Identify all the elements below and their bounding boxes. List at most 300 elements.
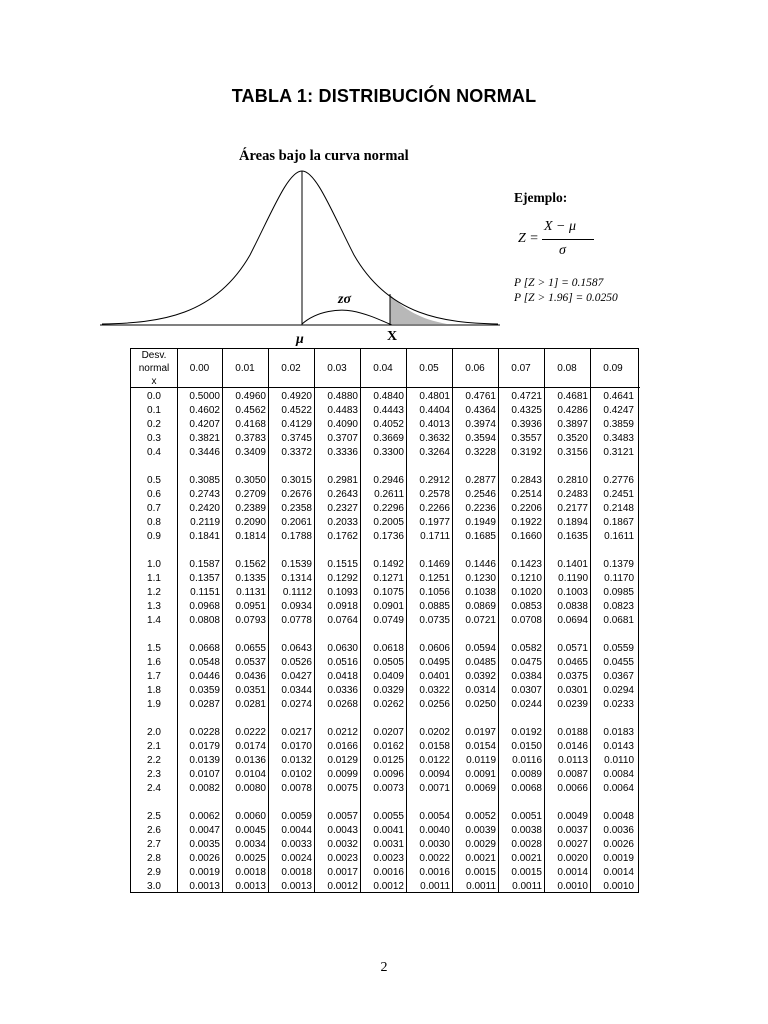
probability-cell: 0.0018 xyxy=(235,867,266,878)
probability-cell: 0.0027 xyxy=(557,839,588,850)
probability-cell: 0.0162 xyxy=(373,741,404,752)
fraction-bar xyxy=(542,239,594,240)
probability-cell: 0.1401 xyxy=(557,559,588,570)
probability-cell: 0.3897 xyxy=(557,419,588,430)
probability-cell: 0.1075 xyxy=(373,587,404,598)
probability-cell: 0.4801 xyxy=(419,391,450,402)
probability-cell: 0.2578 xyxy=(419,489,450,500)
probability-cell: 0.0351 xyxy=(235,685,266,696)
probability-cell: 0.0274 xyxy=(281,699,312,710)
probability-cell: 0.0322 xyxy=(419,685,450,696)
probability-cell: 0.0017 xyxy=(327,867,358,878)
z-value: 2.8 xyxy=(147,853,161,864)
probability-cell: 0.1271 xyxy=(373,573,404,584)
z-value: 0.2 xyxy=(147,419,161,430)
page-title: TABLA 1: DISTRIBUCIÓN NORMAL xyxy=(231,86,537,106)
probability-cell: 0.4960 xyxy=(235,391,266,402)
probability-cell: 0.0029 xyxy=(465,839,496,850)
probability-cell: 0.2946 xyxy=(373,475,404,486)
probability-cell: 0.3707 xyxy=(327,433,358,444)
probability-cell: 0.0011 xyxy=(466,881,496,892)
probability-cell: 0.0778 xyxy=(281,615,312,626)
probability-cell: 0.0166 xyxy=(327,741,358,752)
probability-cell: 0.0314 xyxy=(465,685,496,696)
probability-cell: 0.3483 xyxy=(603,433,634,444)
probability-cell: 0.0143 xyxy=(603,741,634,752)
probability-cell: 0.3264 xyxy=(419,447,450,458)
probability-cell: 0.0228 xyxy=(189,727,220,738)
probability-cell: 0.0048 xyxy=(603,811,634,822)
z-value: 2.4 xyxy=(147,783,161,794)
probability-cell: 0.4404 xyxy=(419,405,450,416)
probability-cell: 0.4641 xyxy=(603,391,634,402)
probability-cell: 0.0174 xyxy=(235,741,266,752)
probability-cell: 0.0012 xyxy=(373,881,404,892)
probability-cell: 0.0096 xyxy=(373,769,404,780)
probability-cell: 0.0059 xyxy=(281,811,312,822)
probability-cell: 0.1867 xyxy=(603,517,634,528)
probability-cell: 0.0091 xyxy=(465,769,496,780)
formula-numerator: X − μ xyxy=(544,219,577,234)
probability-cell: 0.5000 xyxy=(189,391,220,402)
probability-cell: 0.3121 xyxy=(603,447,634,458)
probability-cell: 0.1736 xyxy=(373,531,404,542)
column-header: 0.00 xyxy=(189,363,210,374)
formula-denominator: σ xyxy=(559,243,566,258)
probability-cell: 0.0582 xyxy=(511,643,542,654)
probability-cell: 0.0436 xyxy=(235,671,266,682)
probability-cell: 0.0102 xyxy=(281,769,312,780)
z-formula xyxy=(514,219,594,262)
example-line: P [Z > 1.96] = 0.0250 xyxy=(514,291,618,304)
probability-cell: 0.0055 xyxy=(373,811,404,822)
probability-cell: 0.0015 xyxy=(511,867,542,878)
probability-cell: 0.0015 xyxy=(465,867,496,878)
z-value: 1.7 xyxy=(147,671,161,682)
probability-cell: 0.2912 xyxy=(419,475,450,486)
probability-cell: 0.0011 xyxy=(420,881,450,892)
probability-cell: 0.1170 xyxy=(604,573,634,584)
probability-cell: 0.1635 xyxy=(557,531,588,542)
probability-cell: 0.0455 xyxy=(603,657,634,668)
example-probabilities xyxy=(514,276,618,305)
z-value: 1.3 xyxy=(147,601,161,612)
column-header: 0.09 xyxy=(603,363,623,374)
probability-cell: 0.0078 xyxy=(281,783,312,794)
probability-cell: 0.0885 xyxy=(419,601,450,612)
probability-cell: 0.1685 xyxy=(465,531,496,542)
probability-cell: 0.0051 xyxy=(511,811,542,822)
probability-cell: 0.0028 xyxy=(511,839,542,850)
probability-cell: 0.0179 xyxy=(189,741,220,752)
probability-cell: 0.0446 xyxy=(189,671,220,682)
probability-cell: 0.0066 xyxy=(557,783,588,794)
probability-cell: 0.2546 xyxy=(465,489,496,500)
probability-cell: 0.0020 xyxy=(557,853,588,864)
probability-cell: 0.0268 xyxy=(327,699,358,710)
probability-cell: 0.0548 xyxy=(189,657,220,668)
probability-cell: 0.1762 xyxy=(327,531,358,542)
probability-cell: 0.0021 xyxy=(511,853,542,864)
probability-cell: 0.4364 xyxy=(465,405,496,416)
probability-cell: 0.1922 xyxy=(511,517,542,528)
probability-cell: 0.2296 xyxy=(373,503,404,514)
probability-cell: 0.0212 xyxy=(327,727,358,738)
probability-cell: 0.2483 xyxy=(557,489,588,500)
probability-cell: 0.1131 xyxy=(236,587,266,598)
probability-cell: 0.0110 xyxy=(604,755,634,766)
probability-cell: 0.0359 xyxy=(189,685,220,696)
probability-cell: 0.0016 xyxy=(419,867,450,878)
z-value: 0.1 xyxy=(147,405,161,416)
z-value: 1.0 xyxy=(147,559,161,570)
probability-cell: 0.0099 xyxy=(327,769,358,780)
probability-cell: 0.1093 xyxy=(327,587,358,598)
probability-cell: 0.0618 xyxy=(373,643,404,654)
probability-cell: 0.0060 xyxy=(235,811,266,822)
probability-cell: 0.0202 xyxy=(419,727,450,738)
probability-cell: 0.0154 xyxy=(465,741,496,752)
probability-cell: 0.0764 xyxy=(327,615,358,626)
probability-cell: 0.4681 xyxy=(557,391,588,402)
column-header: 0.02 xyxy=(281,363,301,374)
probability-cell: 0.0094 xyxy=(419,769,450,780)
probability-cell: 0.3015 xyxy=(281,475,312,486)
z-value: 1.9 xyxy=(147,699,161,710)
probability-cell: 0.2981 xyxy=(327,475,358,486)
normal-curve-figure xyxy=(100,160,500,350)
probability-cell: 0.1038 xyxy=(465,587,496,598)
probability-cell: 0.2005 xyxy=(373,517,404,528)
z-value: 2.3 xyxy=(147,769,161,780)
probability-cell: 0.0465 xyxy=(557,657,588,668)
probability-cell: 0.0793 xyxy=(235,615,266,626)
probability-cell: 0.2327 xyxy=(327,503,358,514)
probability-cell: 0.0129 xyxy=(327,755,358,766)
probability-cell: 0.0054 xyxy=(419,811,450,822)
probability-cell: 0.2643 xyxy=(327,489,358,500)
probability-cell: 0.0934 xyxy=(281,601,312,612)
probability-cell: 0.0244 xyxy=(511,699,542,710)
probability-cell: 0.2877 xyxy=(465,475,496,486)
probability-cell: 0.0287 xyxy=(189,699,220,710)
header-desv-line: Desv. xyxy=(141,350,167,361)
probability-cell: 0.4562 xyxy=(235,405,266,416)
z-value: 3.0 xyxy=(147,881,161,892)
probability-cell: 0.0023 xyxy=(327,853,358,864)
probability-cell: 0.0559 xyxy=(603,643,634,654)
probability-cell: 0.4090 xyxy=(327,419,358,430)
probability-cell: 0.0014 xyxy=(557,867,588,878)
probability-cell: 0.4920 xyxy=(281,391,312,402)
probability-cell: 0.0571 xyxy=(557,643,588,654)
probability-cell: 0.2743 xyxy=(189,489,220,500)
probability-cell: 0.1788 xyxy=(281,531,312,542)
probability-cell: 0.1977 xyxy=(419,517,450,528)
probability-cell: 0.0016 xyxy=(373,867,404,878)
z-value: 0.8 xyxy=(147,517,161,528)
header-desv-line: x xyxy=(151,376,157,387)
probability-cell: 0.0485 xyxy=(465,657,496,668)
probability-cell: 0.1423 xyxy=(511,559,542,570)
probability-cell: 0.1210 xyxy=(511,573,542,584)
probability-cell: 0.4286 xyxy=(557,405,588,416)
bell-curve xyxy=(102,171,498,324)
probability-cell: 0.2358 xyxy=(281,503,312,514)
probability-cell: 0.2451 xyxy=(603,489,634,500)
probability-cell: 0.1190 xyxy=(558,573,588,584)
z-value: 2.9 xyxy=(147,867,161,878)
probability-cell: 0.0838 xyxy=(557,601,588,612)
probability-cell: 0.0075 xyxy=(327,783,358,794)
probability-cell: 0.0013 xyxy=(281,881,312,892)
probability-cell: 0.1814 xyxy=(235,531,266,542)
probability-cell: 0.0049 xyxy=(557,811,588,822)
column-header: 0.05 xyxy=(419,363,439,374)
probability-cell: 0.2266 xyxy=(419,503,450,514)
probability-cell: 0.1587 xyxy=(189,559,220,570)
probability-cell: 0.0047 xyxy=(189,825,220,836)
probability-cell: 0.1151 xyxy=(190,587,220,598)
probability-cell: 0.0985 xyxy=(603,587,634,598)
z-value: 2.2 xyxy=(147,755,161,766)
figure-caption: Áreas bajo la curva normal xyxy=(239,148,409,164)
probability-cell: 0.0427 xyxy=(281,671,312,682)
probability-cell: 0.2206 xyxy=(511,503,542,514)
probability-cell: 0.2676 xyxy=(281,489,312,500)
probability-cell: 0.0032 xyxy=(327,839,358,850)
probability-cell: 0.0526 xyxy=(281,657,312,668)
z-value: 0.5 xyxy=(147,475,161,486)
probability-cell: 0.0041 xyxy=(373,825,404,836)
probability-cell: 0.2061 xyxy=(281,517,312,528)
probability-cell: 0.0918 xyxy=(327,601,358,612)
probability-cell: 0.3446 xyxy=(189,447,220,458)
probability-cell: 0.0073 xyxy=(373,783,404,794)
probability-cell: 0.4443 xyxy=(373,405,404,416)
z-value: 0.6 xyxy=(147,489,161,500)
probability-cell: 0.1539 xyxy=(281,559,312,570)
probability-cell: 0.0116 xyxy=(512,755,542,766)
probability-cell: 0.0068 xyxy=(511,783,542,794)
probability-cell: 0.4880 xyxy=(327,391,358,402)
z-value: 1.2 xyxy=(147,587,161,598)
probability-cell: 0.0034 xyxy=(235,839,266,850)
probability-cell: 0.0188 xyxy=(557,727,588,738)
probability-cell: 0.0044 xyxy=(281,825,312,836)
probability-cell: 0.0069 xyxy=(465,783,496,794)
probability-cell: 0.1335 xyxy=(235,573,266,584)
probability-cell: 0.0294 xyxy=(603,685,634,696)
probability-cell: 0.0537 xyxy=(235,657,266,668)
probability-cell: 0.0367 xyxy=(603,671,634,682)
probability-cell: 0.3156 xyxy=(557,447,588,458)
probability-cell: 0.0256 xyxy=(419,699,450,710)
probability-cell: 0.0233 xyxy=(603,699,634,710)
probability-cell: 0.3974 xyxy=(465,419,496,430)
probability-cell: 0.0281 xyxy=(235,699,266,710)
probability-cell: 0.0207 xyxy=(373,727,404,738)
probability-cell: 0.0052 xyxy=(465,811,496,822)
probability-cell: 0.3192 xyxy=(511,447,542,458)
probability-cell: 0.0409 xyxy=(373,671,404,682)
probability-cell: 0.0043 xyxy=(327,825,358,836)
probability-cell: 0.0516 xyxy=(327,657,358,668)
z-table xyxy=(130,348,639,893)
probability-cell: 0.0418 xyxy=(327,671,358,682)
probability-cell: 0.3050 xyxy=(235,475,266,486)
z-value: 1.6 xyxy=(147,657,161,668)
probability-cell: 0.0025 xyxy=(235,853,266,864)
probability-cell: 0.1949 xyxy=(465,517,496,528)
probability-cell: 0.4522 xyxy=(281,405,312,416)
probability-cell: 0.3669 xyxy=(373,433,404,444)
probability-cell: 0.2090 xyxy=(235,517,266,528)
probability-cell: 0.0344 xyxy=(281,685,312,696)
probability-cell: 0.3372 xyxy=(281,447,312,458)
probability-cell: 0.3409 xyxy=(235,447,266,458)
probability-cell: 0.3745 xyxy=(281,433,312,444)
probability-cell: 0.1611 xyxy=(604,531,634,542)
probability-cell: 0.4721 xyxy=(511,391,542,402)
probability-cell: 0.2148 xyxy=(603,503,634,514)
probability-cell: 0.0119 xyxy=(466,755,496,766)
probability-cell: 0.0384 xyxy=(511,671,542,682)
probability-cell: 0.0668 xyxy=(189,643,220,654)
probability-cell: 0.1056 xyxy=(419,587,450,598)
column-header: 0.08 xyxy=(557,363,577,374)
probability-cell: 0.1841 xyxy=(189,531,220,542)
probability-cell: 0.1660 xyxy=(511,531,542,542)
probability-cell: 0.3520 xyxy=(557,433,588,444)
z-value: 2.7 xyxy=(147,839,161,850)
probability-cell: 0.0080 xyxy=(235,783,266,794)
z-value: 2.1 xyxy=(147,741,161,752)
probability-cell: 0.1562 xyxy=(235,559,266,570)
probability-cell: 0.2420 xyxy=(189,503,220,514)
probability-cell: 0.0019 xyxy=(603,853,634,864)
probability-cell: 0.0089 xyxy=(511,769,542,780)
probability-cell: 0.0853 xyxy=(511,601,542,612)
probability-cell: 0.0013 xyxy=(189,881,220,892)
z-value: 0.3 xyxy=(147,433,161,444)
probability-cell: 0.0104 xyxy=(235,769,266,780)
z-value: 0.9 xyxy=(147,531,161,542)
probability-cell: 0.0708 xyxy=(511,615,542,626)
z-value: 1.8 xyxy=(147,685,161,696)
probability-cell: 0.1446 xyxy=(465,559,496,570)
probability-cell: 0.0071 xyxy=(419,783,450,794)
probability-cell: 0.0170 xyxy=(281,741,312,752)
probability-cell: 0.0329 xyxy=(373,685,404,696)
probability-cell: 0.0869 xyxy=(465,601,496,612)
probability-cell: 0.0035 xyxy=(189,839,220,850)
probability-cell: 0.0301 xyxy=(557,685,588,696)
probability-cell: 0.0217 xyxy=(281,727,312,738)
probability-cell: 0.0026 xyxy=(189,853,220,864)
probability-cell: 0.4602 xyxy=(189,405,220,416)
z-value: 1.5 xyxy=(147,643,161,654)
probability-cell: 0.0062 xyxy=(189,811,220,822)
probability-cell: 0.2843 xyxy=(511,475,542,486)
probability-cell: 0.2514 xyxy=(511,489,542,500)
probability-cell: 0.0019 xyxy=(189,867,220,878)
probability-cell: 0.2709 xyxy=(235,489,266,500)
probability-cell: 0.1020 xyxy=(511,587,542,598)
probability-cell: 0.0010 xyxy=(557,881,588,892)
probability-cell: 0.0113 xyxy=(558,755,588,766)
probability-cell: 0.4840 xyxy=(373,391,404,402)
table-header xyxy=(131,349,640,388)
probability-cell: 0.0010 xyxy=(603,881,634,892)
probability-cell: 0.0475 xyxy=(511,657,542,668)
probability-cell: 0.0262 xyxy=(373,699,404,710)
column-header: 0.03 xyxy=(327,363,347,374)
z-value: 0.7 xyxy=(147,503,161,514)
probability-cell: 0.0183 xyxy=(603,727,634,738)
probability-cell: 0.0808 xyxy=(189,615,220,626)
probability-cell: 0.0392 xyxy=(465,671,496,682)
probability-cell: 0.0038 xyxy=(511,825,542,836)
probability-cell: 0.0239 xyxy=(557,699,588,710)
probability-cell: 0.3300 xyxy=(373,447,404,458)
probability-cell: 0.1469 xyxy=(419,559,450,570)
probability-cell: 0.0030 xyxy=(419,839,450,850)
probability-cell: 0.0594 xyxy=(465,643,496,654)
probability-cell: 0.4013 xyxy=(419,419,450,430)
probability-cell: 0.0125 xyxy=(373,755,404,766)
probability-cell: 0.3783 xyxy=(235,433,266,444)
probability-cell: 0.0643 xyxy=(281,643,312,654)
formula-lhs: Z = xyxy=(518,231,539,246)
probability-cell: 0.0146 xyxy=(557,741,588,752)
probability-cell: 0.4168 xyxy=(235,419,266,430)
probability-cell: 0.0024 xyxy=(281,853,312,864)
probability-cell: 0.0139 xyxy=(189,755,220,766)
zsigma-label: zσ xyxy=(338,292,351,307)
mu-label: μ xyxy=(296,332,304,347)
probability-cell: 0.4207 xyxy=(189,419,220,430)
probability-cell: 0.0031 xyxy=(373,839,404,850)
probability-cell: 0.0158 xyxy=(419,741,450,752)
probability-cell: 0.0375 xyxy=(557,671,588,682)
probability-cell: 0.1379 xyxy=(603,559,634,570)
probability-cell: 0.3085 xyxy=(189,475,220,486)
probability-cell: 0.4761 xyxy=(465,391,496,402)
probability-cell: 0.3632 xyxy=(419,433,450,444)
probability-cell: 0.0026 xyxy=(603,839,634,850)
probability-cell: 0.0197 xyxy=(465,727,496,738)
z-value: 2.0 xyxy=(147,727,161,738)
probability-cell: 0.0057 xyxy=(327,811,358,822)
probability-cell: 0.3821 xyxy=(189,433,220,444)
probability-cell: 0.2389 xyxy=(235,503,266,514)
page-number: 2 xyxy=(380,960,388,975)
probability-cell: 0.0033 xyxy=(281,839,312,850)
probability-cell: 0.0122 xyxy=(419,755,450,766)
probability-cell: 0.3594 xyxy=(465,433,496,444)
column-header: 0.07 xyxy=(511,363,531,374)
probability-cell: 0.0136 xyxy=(235,755,266,766)
probability-cell: 0.0087 xyxy=(557,769,588,780)
probability-cell: 0.0018 xyxy=(281,867,312,878)
probability-cell: 0.1492 xyxy=(373,559,404,570)
probability-cell: 0.1894 xyxy=(557,517,588,528)
probability-cell: 0.4325 xyxy=(511,405,542,416)
probability-cell: 0.0011 xyxy=(512,881,542,892)
probability-cell: 0.4052 xyxy=(373,419,404,430)
probability-cell: 0.0192 xyxy=(511,727,542,738)
